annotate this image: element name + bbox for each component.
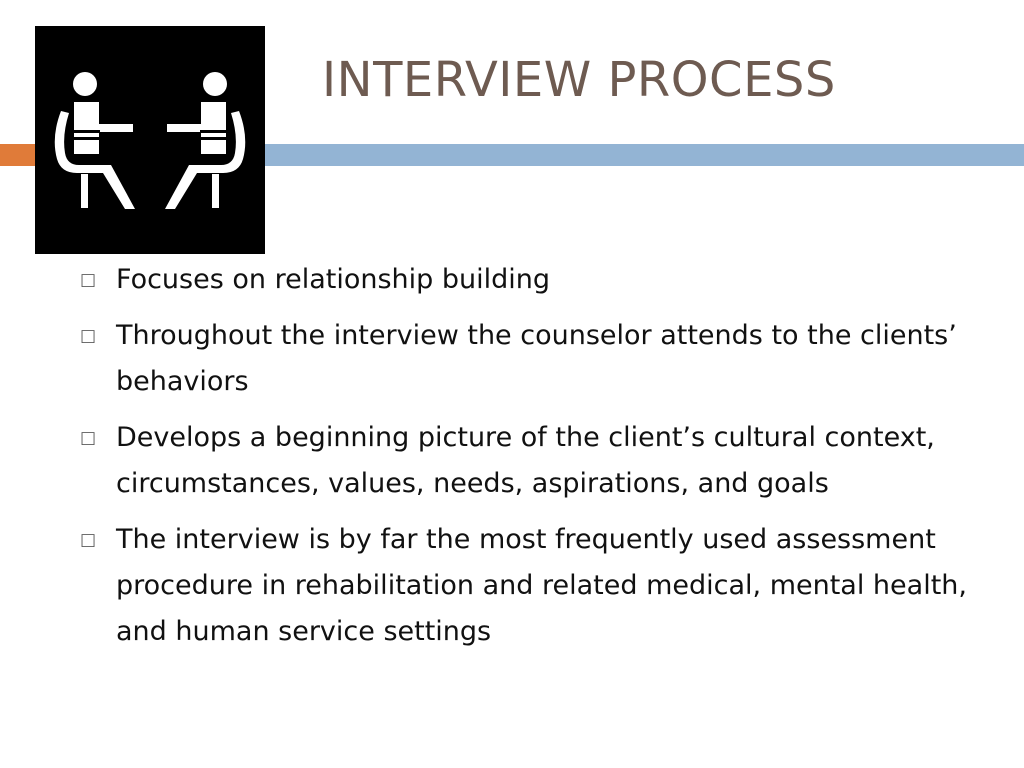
bullet-text: Develops a beginning picture of the client’s cultural context, circumstances, values, needs, aspirations, and goals xyxy=(116,422,935,499)
accent-bar-orange xyxy=(0,144,36,166)
bullet-item xyxy=(80,517,980,655)
bullet-item xyxy=(80,313,980,405)
bullet-item xyxy=(80,415,980,507)
bullet-text: The interview is by far the most frequently used assessment procedure in rehabilitation and related medical, mental health, and human service settings xyxy=(116,524,967,647)
bullet-square-icon: □ xyxy=(80,428,97,448)
two-people-seated-facing-icon xyxy=(35,26,265,254)
bullet-text: Throughout the interview the counselor attends to the clients’ behaviors xyxy=(116,320,957,397)
accent-bar-blue xyxy=(264,144,1024,166)
bullet-square-icon: □ xyxy=(80,270,97,290)
bullet-item xyxy=(80,257,980,303)
bullet-square-icon: □ xyxy=(80,326,97,346)
slide-title: INTERVIEW PROCESS xyxy=(322,52,836,108)
bullet-text: Focuses on relationship building xyxy=(116,264,551,295)
interview-icon-panel xyxy=(35,26,265,254)
bullet-square-icon: □ xyxy=(80,530,97,550)
bullet-list xyxy=(80,257,980,665)
